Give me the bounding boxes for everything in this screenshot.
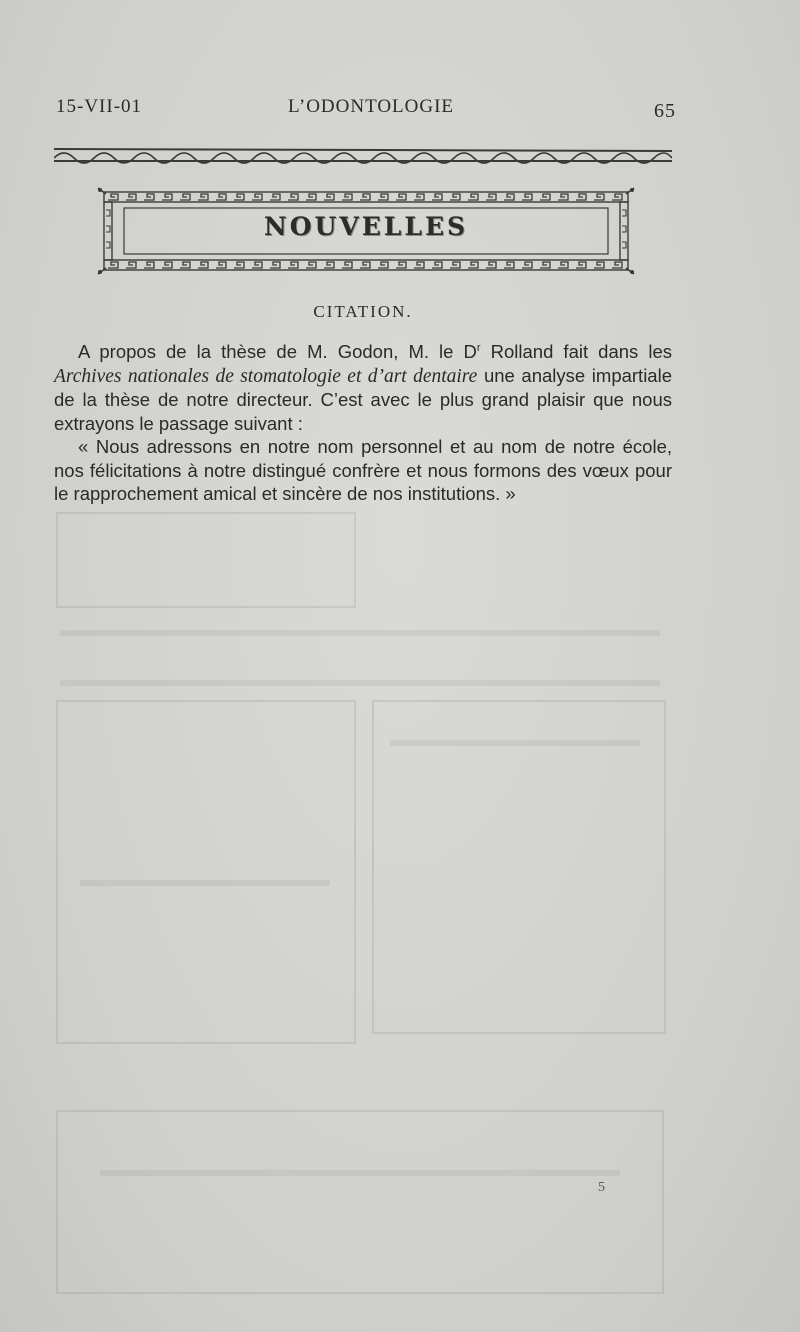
section-title: CITATION. bbox=[313, 302, 413, 321]
paragraph-1 bbox=[54, 340, 672, 435]
bleed-through-frame-1 bbox=[56, 512, 356, 608]
bleed-through-frame-3 bbox=[56, 700, 356, 1044]
bleed-through-line-2 bbox=[60, 680, 660, 686]
journal-citation: Archives nationales de stomatologie et d’art dentaire bbox=[54, 365, 478, 387]
article-body bbox=[54, 340, 672, 506]
issue-date: 15-VII-01 bbox=[56, 96, 143, 117]
journal-title: L’ODONTOLOGIE bbox=[288, 96, 455, 117]
signature-mark: 5 bbox=[598, 1180, 605, 1195]
p1-superscript: r bbox=[476, 341, 481, 354]
p1-text-end: une analyse impartiale de la thèse de notre directeur. C’est avec le plus grand plaisir que nous extrayons le passage suivant : bbox=[54, 364, 672, 434]
paragraph-2: « Nous adressons en notre nom personnel et au nom de notre école, nos félicitations à notre distingué confrère et nous formons des vœux pour le rapprochement amical et sincère de nos institutions. » bbox=[54, 436, 672, 504]
bleed-through-line-4 bbox=[80, 880, 330, 886]
decorative-rule bbox=[54, 146, 672, 164]
bleed-through-line-1 bbox=[60, 630, 660, 636]
p1-text-mid: Rolland fait dans les bbox=[480, 341, 672, 362]
p1-text-start: A propos de la thèse de M. Godon, M. le D bbox=[78, 341, 477, 362]
bleed-through-frame-2 bbox=[372, 700, 666, 1034]
page-number: 65 bbox=[654, 100, 676, 122]
running-head bbox=[56, 96, 676, 126]
bleed-through-frame-4 bbox=[56, 1110, 664, 1294]
banner-title: NOUVELLES bbox=[263, 212, 469, 241]
nouvelles-banner bbox=[96, 186, 636, 276]
bleed-through-line-5 bbox=[100, 1170, 620, 1176]
bleed-through-line-3 bbox=[390, 740, 640, 746]
